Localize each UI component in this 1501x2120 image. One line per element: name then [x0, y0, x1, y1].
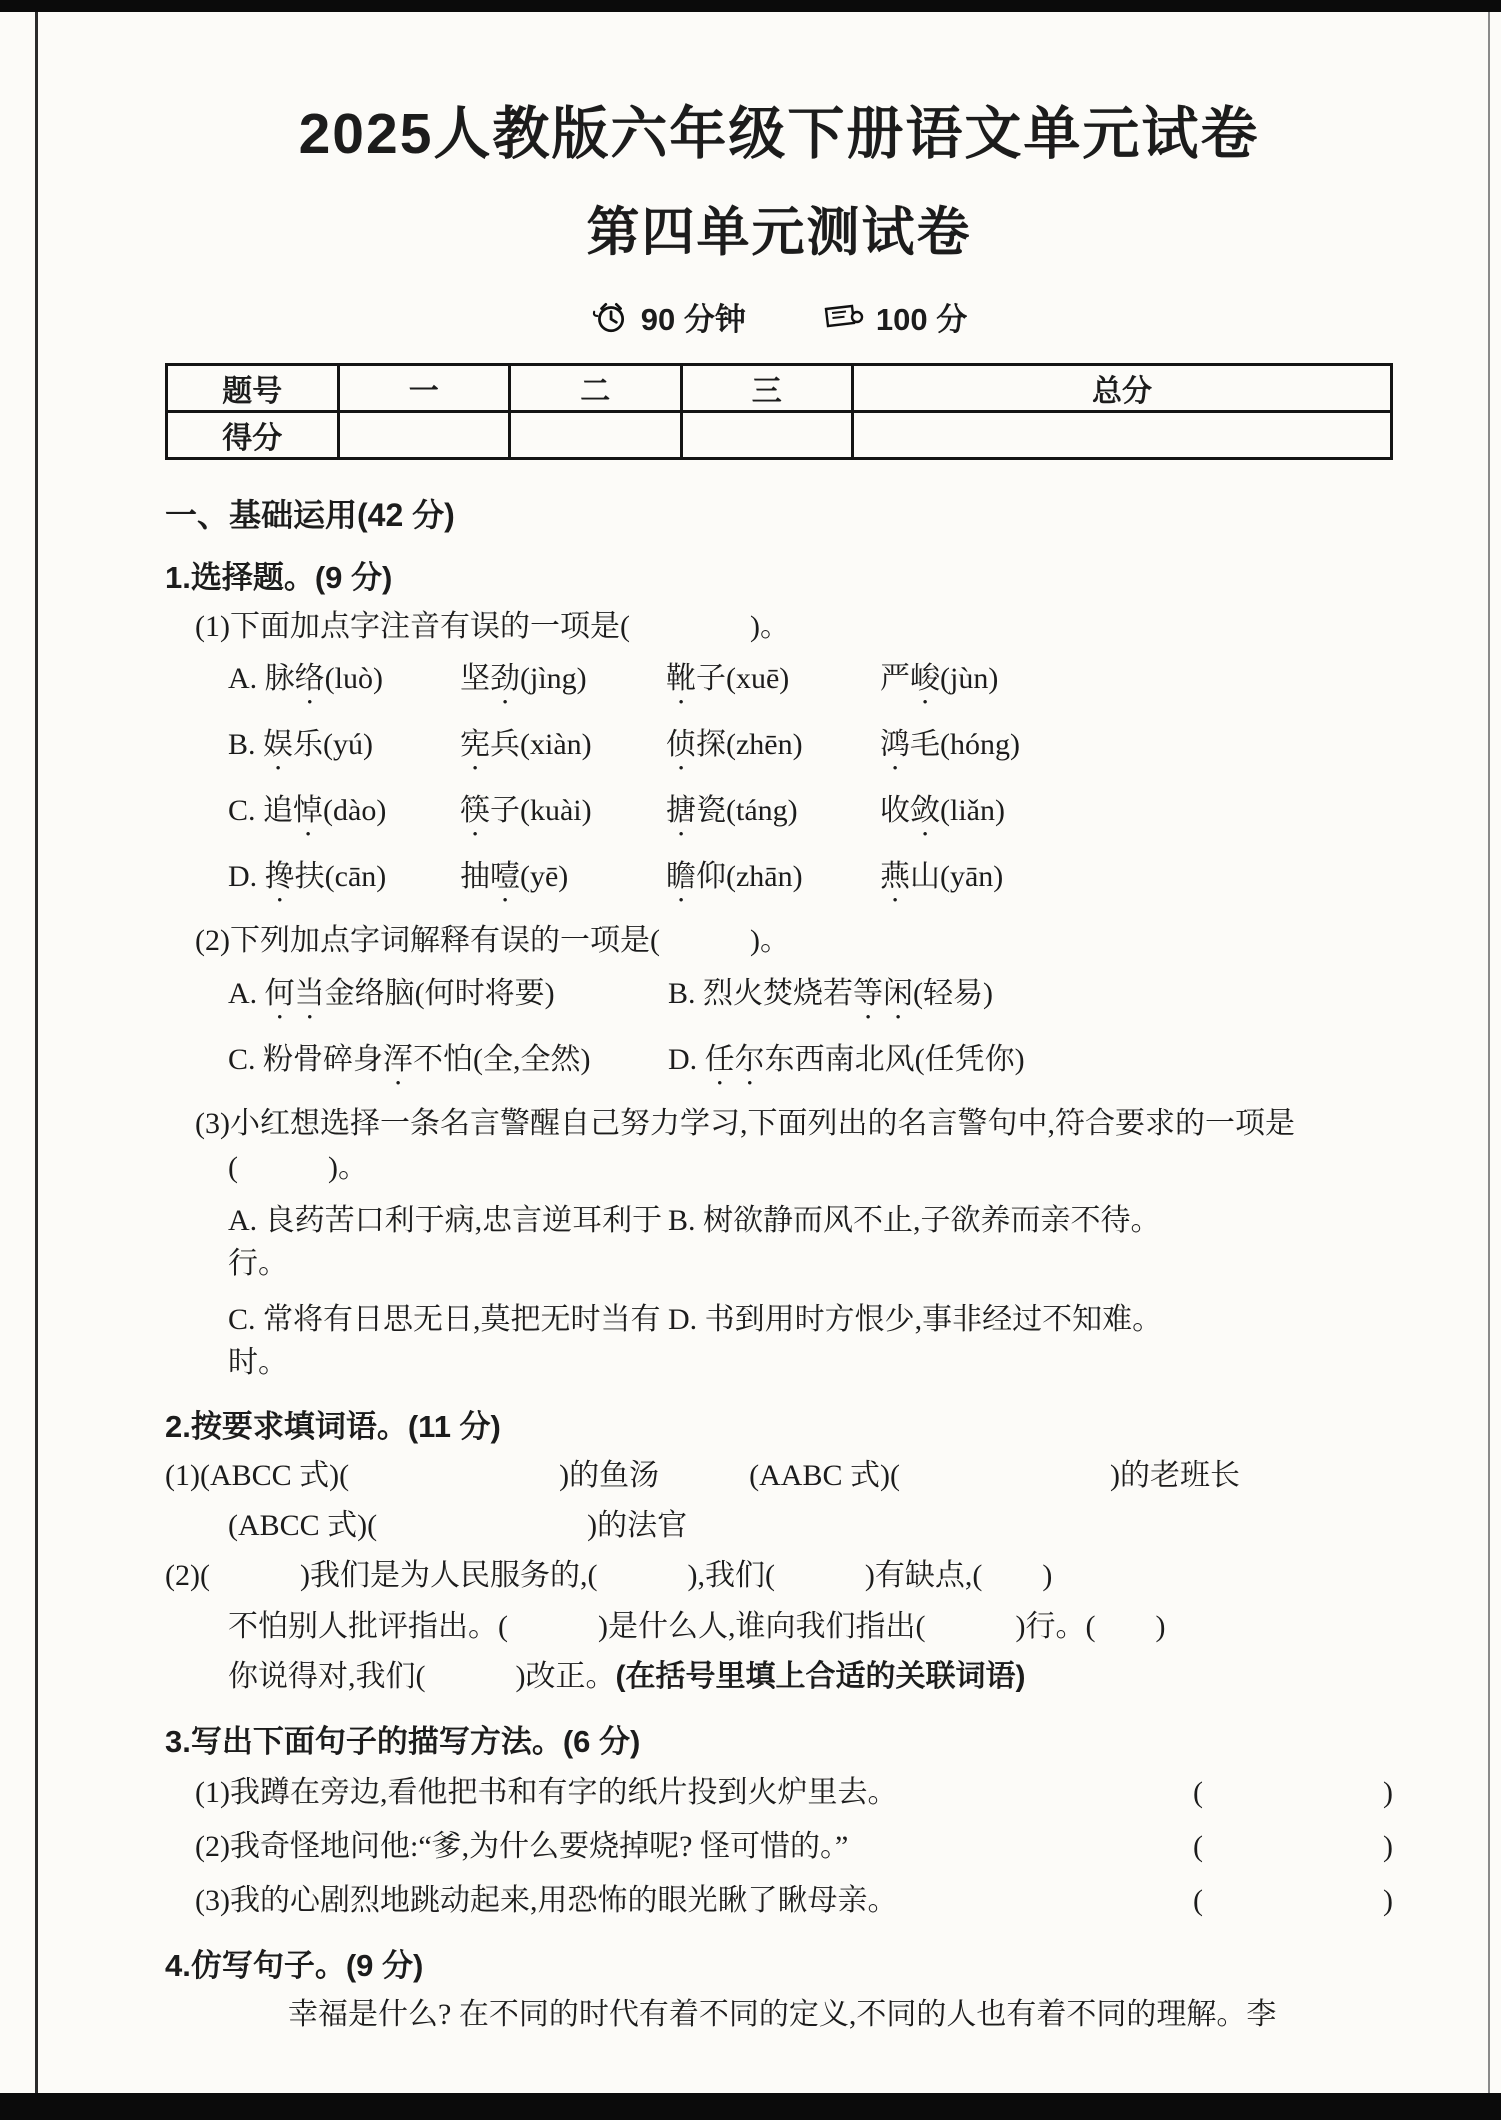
q1-3-options — [228, 1199, 1393, 1385]
q4-paragraph: 幸福是什么? 在不同的时代有着不同的定义,不同的人也有着不同的理解。李 — [288, 1997, 1277, 2031]
q1-2-opt-b — [668, 972, 1393, 1026]
dotted-char: 瞻 — [666, 860, 696, 894]
q1-1-opt-d3 — [666, 855, 880, 909]
opt-text: 子(kuài) — [490, 794, 592, 828]
opt-text: D. — [228, 860, 265, 894]
opt-text: 金络脑(何时将要) — [324, 976, 555, 1010]
opt-text: (jìng) — [520, 662, 587, 696]
opt-text: 探(zhēn) — [696, 728, 803, 762]
q1-1-opt-a4 — [880, 657, 1393, 711]
q1-1-opt-d1 — [228, 855, 460, 909]
opt-text: A. 脉 — [228, 662, 295, 696]
q1-2-opt-d — [668, 1038, 1393, 1092]
q1-stem: 1.选择题。(9 分) — [165, 560, 393, 595]
q3-item-3-text: (3)我的心剧烈地跳动起来,用恐怖的眼光瞅了瞅母亲。 — [195, 1884, 898, 1918]
opt-text: C. 追 — [228, 794, 294, 828]
score-table-col-total: 总分 — [853, 365, 1392, 412]
opt-text: 乐(yú) — [293, 728, 373, 762]
q2-relational-words-note: (在括号里填上合适的关联词语) — [615, 1660, 1026, 1694]
score-cell-3 — [681, 412, 853, 459]
page-title: 2025人教版六年级下册语文单元试卷 — [298, 102, 1260, 166]
score-row-label: 得分 — [167, 412, 339, 459]
score-cell-1 — [338, 412, 510, 459]
q3-item-2 — [195, 1825, 1393, 1869]
q1-1-opt-b3 — [666, 723, 880, 777]
dotted-char: 筷 — [460, 794, 490, 828]
q3-item-2-text: (2)我奇怪地问他:“爹,为什么要烧掉呢? 怪可惜的。” — [195, 1829, 849, 1863]
q1-1-opt-b1 — [228, 723, 460, 777]
exam-total-group — [820, 294, 967, 339]
dotted-word: 浑 — [383, 1042, 414, 1076]
score-table — [165, 363, 1393, 460]
left-border-line — [35, 12, 38, 2093]
q1-3-stem: (3)小红想选择一条名言警醒自己努力学习,下面列出的名言警句中,符合要求的一项是( )。 — [195, 1106, 1295, 1185]
opt-text: 毛(hóng) — [910, 728, 1020, 762]
q3-item-1-blank: ( ) — [1193, 1775, 1393, 1809]
q1-1-stem: (1)下面加点字注音有误的一项是( )。 — [195, 610, 790, 643]
dotted-char: 娱 — [263, 728, 294, 762]
dotted-char: 宪 — [460, 728, 490, 762]
q1-1-options — [228, 657, 1393, 909]
dotted-char: 靴 — [666, 662, 696, 696]
dotted-char: 敛 — [910, 794, 940, 828]
top-edge-bar — [0, 0, 1501, 12]
page-subtitle: 第四单元测试卷 — [586, 203, 972, 262]
opt-text: 扶(cān) — [294, 860, 387, 894]
q1-1-opt-c4 — [880, 789, 1393, 843]
dotted-word: 何当 — [264, 976, 325, 1010]
opt-text: 兵(xiàn) — [490, 728, 592, 762]
opt-text: (轻易) — [913, 976, 993, 1010]
opt-text: (luò) — [324, 662, 383, 696]
dotted-char: 峻 — [910, 662, 940, 696]
opt-text: 抽 — [460, 860, 490, 894]
opt-text: D. — [668, 1042, 705, 1076]
exam-meta — [165, 294, 1393, 339]
q2-part2-line3-text: 你说得对,我们( )改正。 — [228, 1660, 616, 1694]
bottom-edge-bar — [0, 2093, 1501, 2120]
q1-1-opt-a1 — [228, 657, 460, 711]
q3-item-2-blank: ( ) — [1193, 1829, 1393, 1863]
q1-1-opt-d4 — [880, 855, 1393, 909]
opt-text: (dào) — [323, 794, 387, 828]
dotted-char: 络 — [294, 662, 325, 696]
timer-icon — [591, 298, 629, 336]
opt-text: B. 烈火焚烧若 — [668, 976, 854, 1010]
score-table-col-2: 二 — [510, 365, 682, 412]
opt-text: 不怕(全,全然) — [413, 1042, 591, 1076]
q4-stem: 4.仿写句子。(9 分) — [165, 1947, 424, 1983]
scroll-icon — [820, 301, 864, 333]
dotted-char: 悼 — [293, 794, 324, 828]
opt-text: 山(yān) — [910, 860, 1004, 894]
dotted-char: 燕 — [880, 860, 910, 894]
score-table-header-label: 题号 — [167, 365, 339, 412]
q1-1-opt-d2 — [460, 855, 666, 909]
q3-stem: 3.写出下面句子的描写方法。(6 分) — [165, 1723, 641, 1759]
opt-text: 坚 — [460, 662, 490, 696]
opt-text: C. 粉骨碎身 — [228, 1042, 384, 1076]
dotted-word: 等闲 — [853, 976, 914, 1010]
q1-1-opt-c1 — [228, 789, 460, 843]
dotted-char: 噎 — [490, 860, 520, 894]
q1-3-opt-a: A. 良药苦口利于病,忠言逆耳利于行。 — [228, 1203, 663, 1281]
q1-1-opt-c2 — [460, 789, 666, 843]
right-border-line — [1488, 12, 1490, 2093]
q1-2-opt-c — [228, 1038, 668, 1092]
q1-3-opt-c: C. 常将有日思无日,莫把无时当有时。 — [228, 1302, 661, 1380]
dotted-word: 任尔 — [704, 1042, 765, 1076]
score-cell-2 — [510, 412, 682, 459]
q2-part1-line1: (1)(ABCC 式)( )的鱼汤 (AABC 式)( )的老班长 — [165, 1458, 1240, 1492]
q3-item-3 — [195, 1879, 1393, 1923]
opt-text: 东西南北风(任凭你) — [764, 1042, 1025, 1076]
q3-item-1 — [195, 1771, 1393, 1815]
score-cell-total — [853, 412, 1392, 459]
q2-part2-line3 — [228, 1655, 1393, 1699]
score-table-col-1: 一 — [338, 365, 510, 412]
opt-text: (yē) — [520, 860, 569, 894]
exam-duration-group — [591, 294, 746, 339]
score-table-header-row — [167, 365, 1392, 412]
q1-1-opt-a3 — [666, 657, 880, 711]
q2-stem: 2.按要求填词语。(11 分) — [165, 1408, 501, 1444]
opt-text: 子(xuē) — [696, 662, 790, 696]
score-table-col-3: 三 — [681, 365, 853, 412]
q3-item-1-text: (1)我蹲在旁边,看他把书和有字的纸片投到火炉里去。 — [195, 1775, 898, 1809]
q1-2-opt-a — [228, 972, 668, 1026]
dotted-char: 搪 — [666, 794, 696, 828]
exam-total-score: 100 分 — [875, 302, 968, 337]
dotted-char: 劲 — [490, 662, 520, 696]
dotted-char: 侦 — [666, 728, 696, 762]
opt-text: 收 — [880, 794, 910, 828]
q2-part2-line1: (2)( )我们是为人民服务的,( ),我们( )有缺点,( ) — [165, 1559, 1053, 1593]
opt-text: A. — [228, 976, 265, 1010]
opt-text: 严 — [880, 662, 910, 696]
q1-3-opt-b: B. 树欲静而风不止,子欲养而亲不待。 — [668, 1203, 1161, 1237]
q1-2-options — [228, 972, 1393, 1092]
score-table-score-row — [167, 412, 1392, 459]
q1-1-opt-b4 — [880, 723, 1393, 777]
q2-part1-line2: (ABCC 式)( )的法官 — [228, 1508, 688, 1542]
opt-text: (liǎn) — [940, 794, 1005, 828]
q1-1-opt-b2 — [460, 723, 666, 777]
q1-1-opt-c3 — [666, 789, 880, 843]
dotted-char: 鸿 — [880, 728, 910, 762]
q1-3-opt-d: D. 书到用时方恨少,事非经过不知难。 — [668, 1302, 1163, 1336]
dotted-char: 搀 — [264, 860, 295, 894]
q1-1-opt-a2 — [460, 657, 666, 711]
opt-text: 瓷(táng) — [696, 794, 798, 828]
q2-part2-line2: 不怕别人批评指出。( )是什么人,谁向我们指出( )行。( ) — [228, 1609, 1166, 1643]
q1-2-stem: (2)下列加点字词解释有误的一项是( )。 — [195, 924, 790, 958]
paper-content — [165, 88, 1393, 2045]
exam-duration: 90 分钟 — [640, 302, 746, 337]
opt-text: (jùn) — [940, 662, 999, 696]
q3-item-3-blank: ( ) — [1193, 1884, 1393, 1918]
opt-text: 仰(zhān) — [696, 860, 803, 894]
section-1-heading: 一、基础运用(42 分) — [165, 497, 455, 533]
opt-text: B. — [228, 728, 264, 762]
